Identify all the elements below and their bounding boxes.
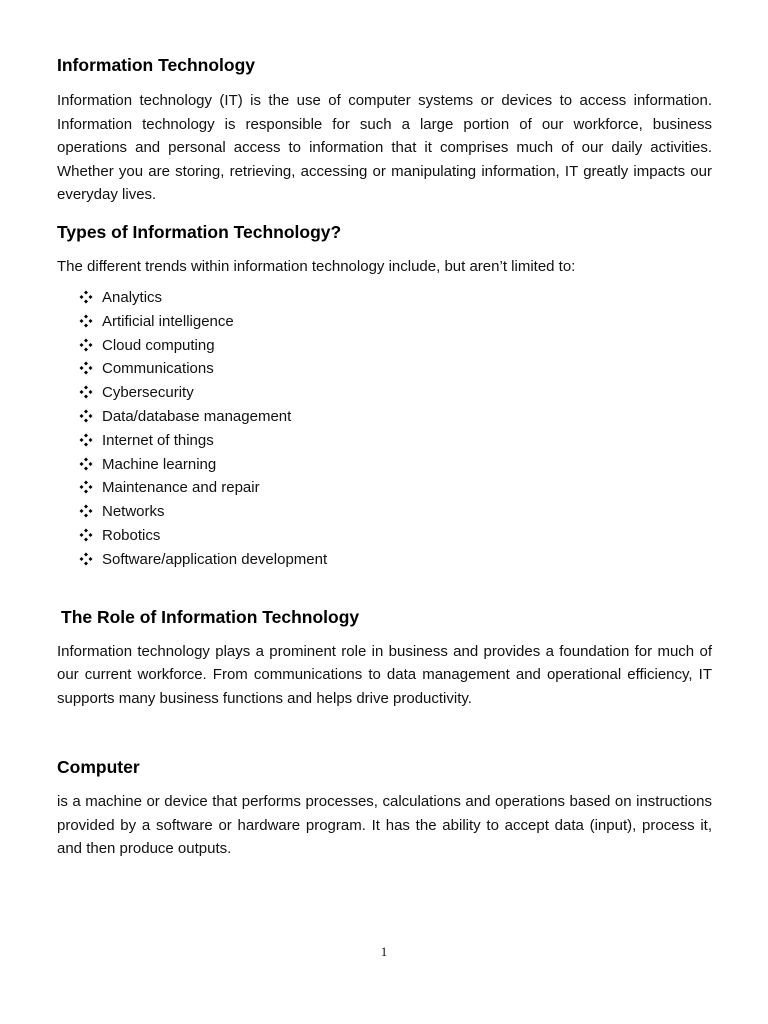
- four-diamond-bullet-icon: [79, 480, 93, 494]
- list-item-label: Robotics: [102, 526, 161, 544]
- list-item-label: Cloud computing: [102, 336, 215, 354]
- heading-role-of-it: The Role of Information Technology: [61, 606, 360, 627]
- four-diamond-bullet-icon: [79, 528, 93, 542]
- list-item-label: Cybersecurity: [102, 384, 194, 402]
- list-item: [79, 524, 712, 548]
- list-item-label: Maintenance and repair: [102, 479, 260, 497]
- list-item-label: Software/application development: [102, 550, 328, 568]
- four-diamond-bullet-icon: [79, 433, 93, 447]
- paragraph-role-of-it: Information technology plays a prominent role in business and provides a foundation for much of our current workforce. From communications to data management and operational efficiency, IT supports many business functions and helps drive productivity.: [57, 642, 712, 707]
- list-item-label: Artificial intelligence: [102, 312, 234, 330]
- list-item: [79, 548, 712, 572]
- four-diamond-bullet-icon: [79, 457, 93, 471]
- list-item: [79, 286, 712, 310]
- list-item: [79, 500, 712, 524]
- list-item-label: Analytics: [102, 289, 163, 306]
- four-diamond-bullet-icon: [79, 385, 93, 399]
- four-diamond-bullet-icon: [79, 338, 93, 352]
- list-item-label: Data/database management: [102, 407, 292, 425]
- it-trends-list: [57, 286, 712, 572]
- four-diamond-bullet-icon: [79, 314, 93, 328]
- list-item-label: Internet of things: [102, 431, 214, 449]
- paragraph-computer-definition: is a machine or device that performs processes, calculations and operations based on instructions provided by a software or hardware program. It has the ability to accept data (input), process it, and then produce outputs.: [57, 793, 712, 858]
- list-item: [79, 381, 712, 405]
- four-diamond-bullet-icon: [79, 409, 93, 423]
- four-diamond-bullet-icon: [79, 552, 93, 566]
- list-item-label: Communications: [102, 360, 214, 378]
- list-item: [79, 453, 712, 477]
- list-item: [79, 405, 712, 429]
- paragraph-it-definition: Information technology (IT) is the use of computer systems or devices to access information. Information technology is responsible for such a large portion of our workforce, business operations and personal access to information that it comprises much of our daily activities. Whether you are storing, retrieving, accessing or manipulating information, IT greatly impacts our everyday lives.: [57, 92, 712, 203]
- four-diamond-bullet-icon: [79, 504, 93, 518]
- heading-information-technology: Information Technology: [57, 55, 256, 75]
- four-diamond-bullet-icon: [79, 290, 93, 304]
- list-item-label: Networks: [102, 503, 165, 521]
- heading-types-of-it: Types of Information Technology?: [57, 221, 342, 242]
- four-diamond-bullet-icon: [79, 361, 93, 375]
- heading-computer: Computer: [57, 757, 140, 778]
- document-body: [57, 52, 712, 861]
- list-item: [79, 357, 712, 381]
- list-item: [79, 429, 712, 453]
- list-item-label: Machine learning: [102, 455, 217, 473]
- list-item: [79, 310, 712, 334]
- paragraph-types-intro: The different trends within information technology include, but aren’t limited to:: [57, 257, 576, 275]
- page-number: 1: [380, 944, 388, 959]
- list-item: [79, 334, 712, 358]
- list-item: [79, 476, 712, 500]
